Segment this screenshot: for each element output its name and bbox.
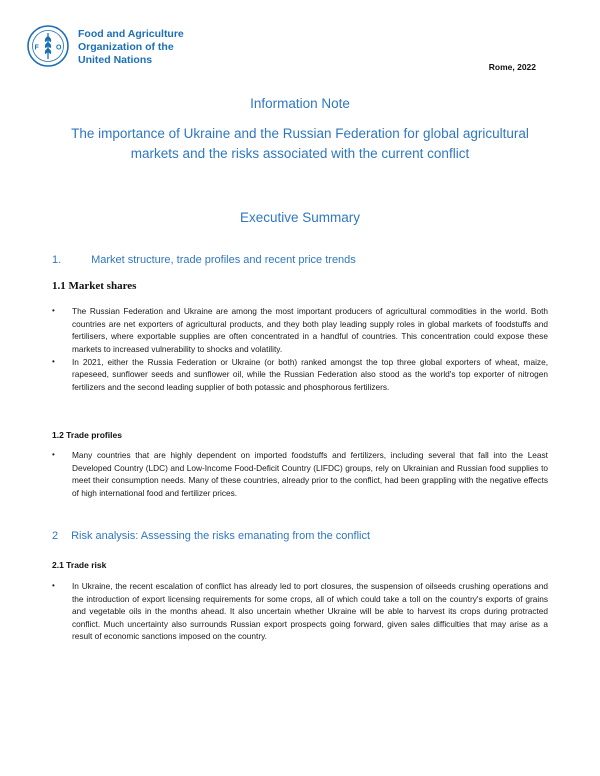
section-heading (52, 254, 356, 266)
section-number: 2 (52, 530, 59, 542)
main-title: The importance of Ukraine and the Russian Federation for global agricultural markets and the risks associated with the current conflict (71, 126, 529, 161)
organization-name (78, 28, 184, 67)
subsection-heading: 1.2 Trade profiles (52, 430, 122, 440)
list-item-text: In Ukraine, the recent escalation of conflict has already led to port closures, the suspension of oilseeds crushing operations and the introduction of export licensing requirements for some crops, all of which could take a toll on the country's exports of grains and vegetable oils in the months ahead. It also uncertain whether Ukraine will be able to harvest its crops during protracted conflict. Much uncertainty also surrounds Russian export prospects going forward, given sales difficulties that may arise as a result of economic sanctions imposed on the country. (72, 581, 548, 642)
note-title: Information Note (250, 96, 350, 111)
section-title: Risk analysis: Assessing the risks emanating from the conflict (71, 530, 371, 542)
list-item-text: The Russian Federation and Ukraine are among the most important producers of agricultural commodities in the world. Both countries are net exporters of agricultural products, and they both play leading supply roles in global markets of foodstuffs and fertilisers, where exportable supplies are often concentrated in a handful of countries. This concentration could expose these markets to increased vulnerability to shocks and volatility. (72, 306, 548, 354)
org-line: Food and Agriculture (78, 28, 184, 40)
bullet-icon: • (52, 306, 55, 315)
section-number: 1. (52, 254, 62, 266)
svg-text:F: F (34, 44, 39, 52)
list-item (52, 449, 548, 499)
subsection-heading: 1.1 Market shares (52, 280, 137, 292)
section-title: Market structure, trade profiles and recent price trends (91, 254, 356, 266)
bullet-list (52, 449, 548, 500)
list-item (52, 356, 548, 394)
svg-text:O: O (56, 44, 62, 52)
list-item (52, 305, 548, 355)
bullet-list (52, 305, 548, 394)
place-date: Rome, 2022 (488, 62, 536, 72)
bullet-icon: • (52, 581, 55, 590)
bullet-icon: • (52, 450, 55, 459)
bullet-list (52, 580, 548, 643)
section-heading (52, 530, 370, 542)
fao-logo-icon (26, 24, 70, 68)
bullet-icon: • (52, 356, 55, 366)
list-item-text: In 2021, either the Russia Federation or Ukraine (or both) ranked amongst the top three global exporters of wheat, maize, rapeseed, sunflower seeds and sunflower oil, while the Russian Federation also stood as the world's top exporter of nitrogen fertilizers and the second leading supplier of both potassic and phosphorous fertilizers. (72, 356, 548, 393)
org-line: United Nations (78, 54, 153, 66)
list-item (52, 580, 548, 643)
list-item-text: Many countries that are highly dependent on imported foodstuffs and fertilizers, including several that fall into the Least Developed Country (LDC) and Low-Income Food-Deficit Country (LIFDC) groups, rely on Ukrainian and Russian food supplies to meet their consumption needs. Many of these countries, already prior to the conflict, had been grappling with the negative effects of high international food and fertilizer prices. (72, 450, 548, 498)
subsection-heading: 2.1 Trade risk (52, 560, 107, 570)
org-line: Organization of the (78, 41, 174, 53)
summary-title: Executive Summary (239, 210, 361, 225)
